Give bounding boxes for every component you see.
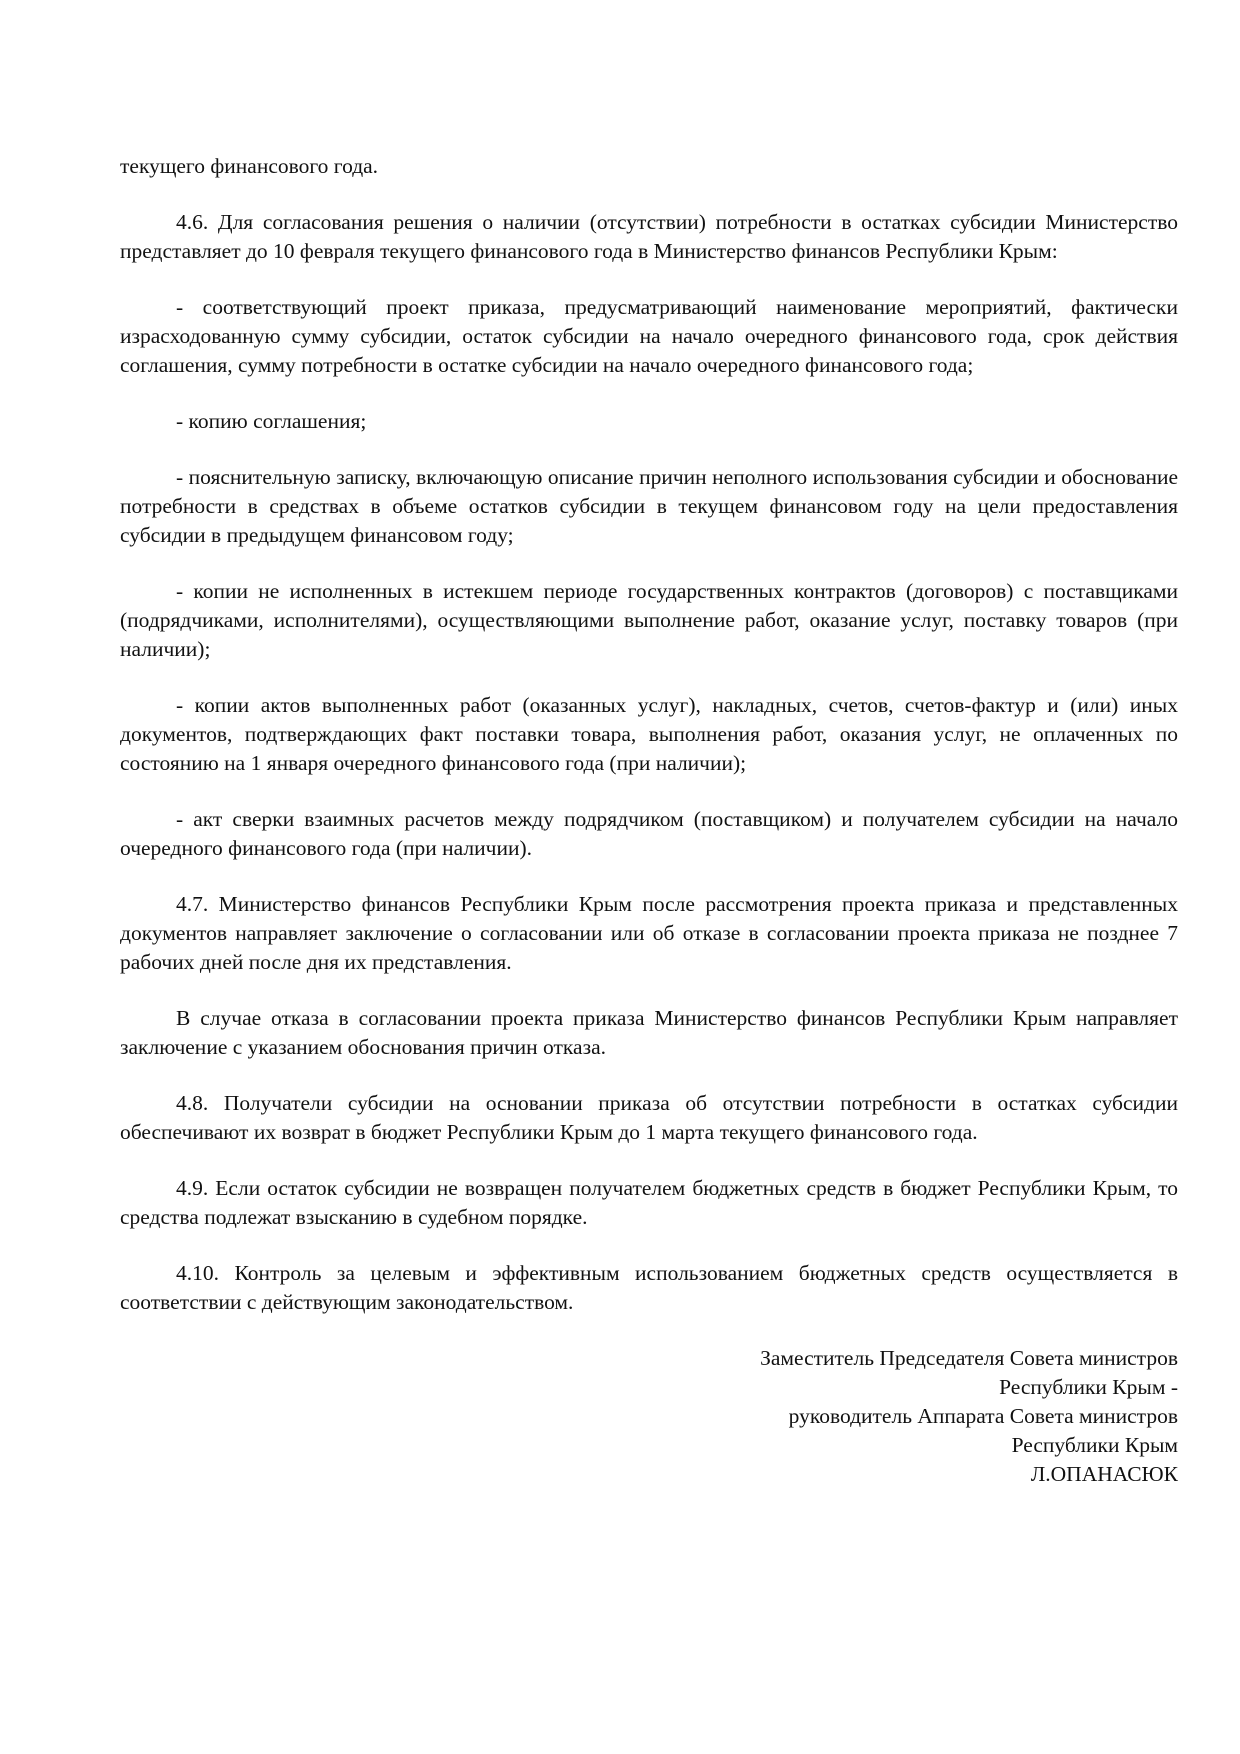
list-item-agreement-copy: - копию соглашения;: [176, 409, 367, 433]
paragraph-continuation: текущего финансового года.: [120, 154, 379, 178]
signature-block: [120, 1344, 1178, 1489]
signature-line: Республики Крым: [1011, 1433, 1178, 1457]
list-item-contracts: - копии не исполненных в истекшем периоде государственных контрактов (договоров) с поставщиками (подрядчиками, исполнителями), осуществляющими выполнение работ, оказание услуг, поставку товаров (при наличии);: [120, 579, 1178, 661]
paragraph-4-9: 4.9. Если остаток субсидии не возвращен получателем бюджетных средств в бюджет Республики Крым, то средства подлежат взысканию в судебном порядке.: [120, 1176, 1178, 1229]
signature-line: Республики Крым -: [999, 1375, 1178, 1399]
document-page: [120, 152, 1178, 1489]
paragraph-4-10: 4.10. Контроль за целевым и эффективным использованием бюджетных средств осуществляется в соответствии с действующим законодательством.: [120, 1261, 1178, 1314]
list-item-explanatory-note: - пояснительную записку, включающую описание причин неполного использования субсидии и обоснование потребности в средствах в объеме остатков субсидии в текущем финансовом году на цели предоставления субсидии в предыдущем финансовом году;: [120, 465, 1178, 547]
signature-line: руководитель Аппарата Совета министров: [788, 1404, 1178, 1428]
list-item-reconciliation: - акт сверки взаимных расчетов между подрядчиком (поставщиком) и получателем субсидии на начало очередного финансового года (при наличии).: [120, 807, 1178, 860]
signature-line: Заместитель Председателя Совета министров: [760, 1346, 1178, 1370]
paragraph-4-6: 4.6. Для согласования решения о наличии (отсутствии) потребности в остатках субсидии Министерство представляет до 10 февраля текущего финансового года в Министерство финансов Республики Крым:: [120, 210, 1178, 263]
paragraph-4-8: 4.8. Получатели субсидии на основании приказа об отсутствии потребности в остатках субсидии обеспечивают их возврат в бюджет Республики Крым до 1 марта текущего финансового года.: [120, 1091, 1178, 1144]
list-item-draft-order: - соответствующий проект приказа, предусматривающий наименование мероприятий, фактически израсходованную сумму субсидии, остаток субсидии на начало очередного финансового года, срок действия соглашения, сумму потребности в остатке субсидии на начало очередного финансового года;: [120, 295, 1178, 377]
paragraph-4-7: 4.7. Министерство финансов Республики Крым после рассмотрения проекта приказа и представленных документов направляет заключение о согласовании или об отказе в согласовании проекта приказа не позднее 7 рабочих дней после дня их представления.: [120, 892, 1178, 974]
paragraph-refusal: В случае отказа в согласовании проекта приказа Министерство финансов Республики Крым направляет заключение с указанием обоснования причин отказа.: [120, 1006, 1178, 1059]
list-item-acts: - копии актов выполненных работ (оказанных услуг), накладных, счетов, счетов-фактур и (или) иных документов, подтверждающих факт поставки товара, выполнения работ, оказания услуг, не оплаченных по состоянию на 1 января очередного финансового года (при наличии);: [120, 693, 1178, 775]
signatory-name: Л.ОПАНАСЮК: [1030, 1462, 1178, 1486]
